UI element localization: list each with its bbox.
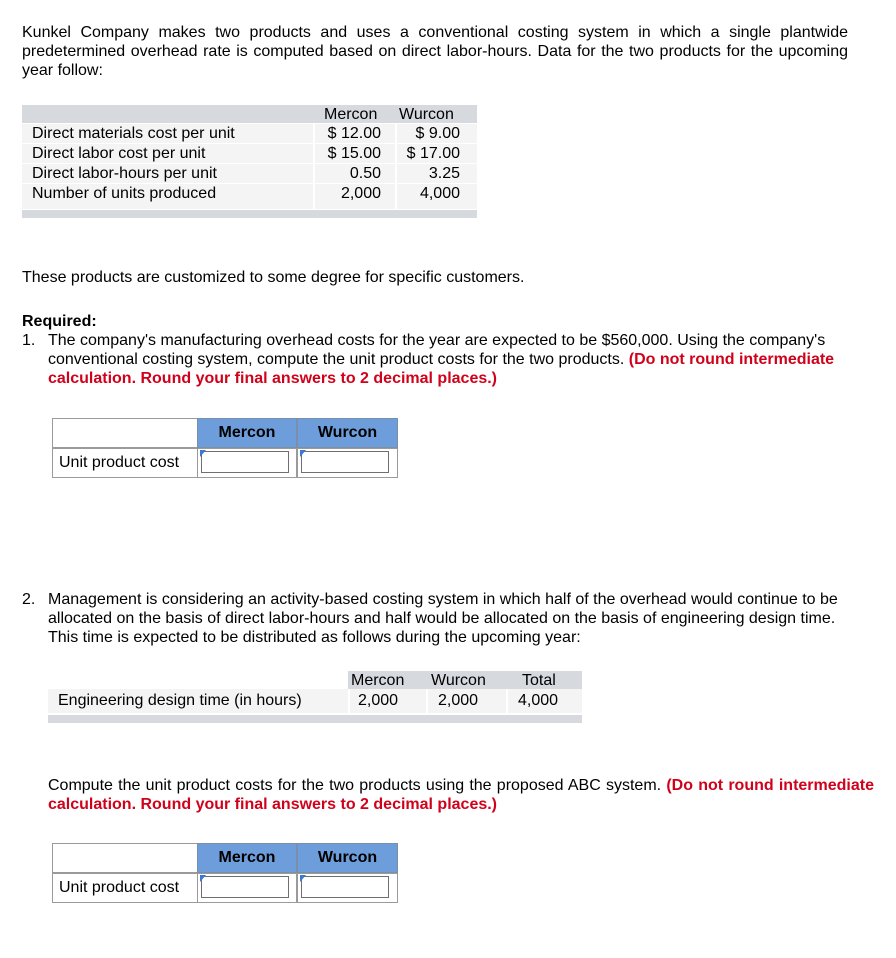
table-bottom-band	[22, 210, 477, 218]
answer-grid-1	[52, 418, 398, 478]
row-label: Number of units produced	[32, 185, 217, 202]
engineering-design-label: Engineering design time (in hours)	[58, 692, 302, 709]
wurcon-value: 2,000	[438, 692, 479, 709]
row-label: Direct labor cost per unit	[32, 145, 206, 162]
grid-row	[52, 873, 398, 903]
table-row	[22, 143, 477, 163]
table-row	[22, 123, 477, 143]
grid-header-wurcon: Wurcon	[297, 843, 398, 873]
grid-row	[52, 448, 398, 478]
table-row	[22, 163, 477, 183]
product-data-table	[22, 105, 477, 218]
question-1-instruction: (Do not round intermediate calculation. Round your final answers to 2 decimal places.)	[48, 351, 835, 387]
question-1-number: 1.	[22, 332, 36, 349]
mercon-value: 2,000	[358, 692, 399, 709]
column-header-wurcon: Wurcon	[399, 106, 454, 123]
input-cell	[297, 873, 398, 903]
grid-corner	[52, 843, 198, 873]
mercon-value: $ 15.00	[327, 145, 381, 162]
column-header-mercon: Mercon	[324, 106, 378, 123]
flag-icon	[300, 450, 306, 457]
column-header-mercon: Mercon	[351, 672, 405, 689]
question-2-number: 2.	[22, 591, 36, 608]
question-2-text: Management is considering an activity-based costing system in which half of the overhead would continue to be allocated on the basis of direct labor-hours and half would be allocated on the basis of engineering design time. This time is expected to be distributed as follows during the upcoming year:	[48, 591, 838, 646]
flag-icon	[300, 875, 306, 882]
flag-icon	[200, 450, 206, 457]
input-cell	[197, 448, 297, 478]
input-cell	[297, 448, 398, 478]
intro-paragraph: Kunkel Company makes two products and uses a conventional costing system in which a single plantwide predetermined overhead rate is computed based on direct labor-hours. Data for the two products for the upcoming year follow:	[22, 24, 848, 79]
wurcon-abc-unit-cost-input[interactable]	[301, 876, 389, 898]
compute-body: Compute the unit product costs for the two products using the proposed ABC system.	[48, 777, 662, 794]
wurcon-value: $ 17.00	[406, 145, 460, 162]
table-row	[22, 183, 477, 203]
mercon-value: 0.50	[349, 165, 381, 182]
column-header-total: Total	[522, 672, 556, 689]
wurcon-value: 4,000	[419, 185, 460, 202]
unit-product-cost-label: Unit product cost	[52, 873, 198, 903]
compute-paragraph	[48, 776, 874, 814]
column-separator	[348, 689, 350, 713]
grid-corner	[52, 418, 198, 448]
mercon-value: $ 12.00	[327, 125, 381, 142]
table-bottom-band	[48, 715, 582, 723]
grid-header	[52, 843, 398, 873]
input-cell	[197, 873, 297, 903]
column-separator	[506, 689, 508, 713]
column-header-wurcon: Wurcon	[431, 672, 486, 689]
question-1-body: The company's manufacturing overhead costs for the year are expected to be $560,000. Using the company's conventional costing system, compute the unit product costs for the two products.	[48, 332, 826, 368]
mercon-value: 2,000	[340, 185, 381, 202]
grid-header	[52, 418, 398, 448]
answer-grid-2	[52, 843, 398, 903]
wurcon-value: $ 9.00	[415, 125, 460, 142]
row-label: Direct labor-hours per unit	[32, 165, 217, 182]
grid-header-mercon: Mercon	[197, 418, 297, 448]
total-value: 4,000	[518, 692, 559, 709]
grid-header-mercon: Mercon	[197, 843, 297, 873]
wurcon-unit-cost-input[interactable]	[301, 451, 389, 473]
required-label: Required:	[22, 313, 97, 330]
customized-note: These products are customized to some degree for specific customers.	[22, 269, 525, 286]
question-2-instruction: (Do not round intermediate calculation. Round your final answers to 2 decimal places.)	[48, 777, 875, 813]
column-separator	[426, 689, 428, 713]
grid-header-wurcon: Wurcon	[297, 418, 398, 448]
mercon-unit-cost-input[interactable]	[201, 451, 289, 473]
engineering-design-table	[48, 671, 582, 723]
mercon-abc-unit-cost-input[interactable]	[201, 876, 289, 898]
flag-icon	[200, 875, 206, 882]
row-label: Direct materials cost per unit	[32, 125, 235, 142]
question-1-text	[48, 331, 838, 388]
unit-product-cost-label: Unit product cost	[52, 448, 198, 478]
wurcon-value: 3.25	[428, 165, 460, 182]
